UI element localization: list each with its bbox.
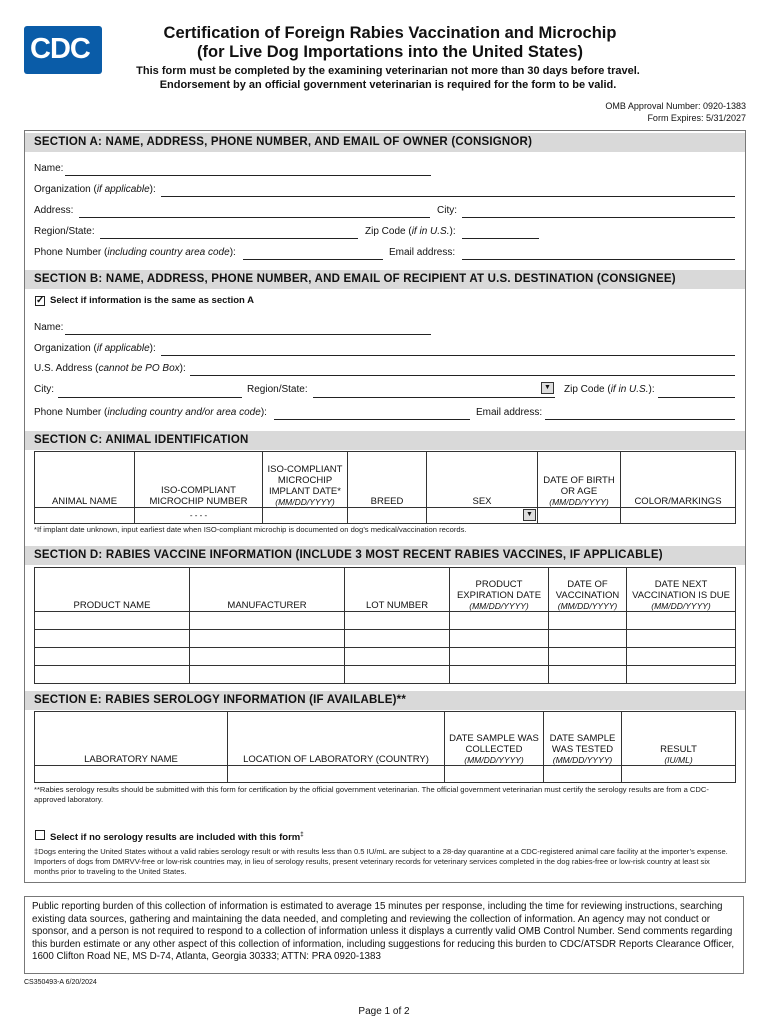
recipient-phone-label: Phone Number (including country and/or area code): <box>34 407 267 418</box>
owner-zip-field[interactable] <box>462 238 539 239</box>
section-d-header: SECTION D: RABIES VACCINE INFORMATION (INCLUDE 3 MOST RECENT RABIES VACCINES, IF APPLICABLE) <box>25 546 745 565</box>
serology-footnote: **Rabies serology results should be submitted with this form for certification by the official government veterinarian. The official government veterinarian must certify the serology results are from a CDC-approved laboratory. <box>34 785 709 804</box>
col-sex: SEX <box>427 452 538 508</box>
form-subtitle: This form must be completed by the examining veterinarian not more than 30 days before travel. Endorsement by an official government veterinarian is required for the form to be valid. <box>136 65 640 91</box>
animal-id-table <box>34 451 736 524</box>
same-as-a-checkbox[interactable]: ✓ <box>36 295 45 306</box>
owner-email-field[interactable] <box>462 259 735 260</box>
owner-email-label: Email address: <box>389 247 456 258</box>
implant-date-cell[interactable] <box>263 508 348 524</box>
col-implant-date: ISO-COMPLIANT MICROCHIP IMPLANT DATE* (MM/DD/YYYY) <box>263 452 348 508</box>
breed-cell[interactable] <box>348 508 427 524</box>
col-lab-location: LOCATION OF LABORATORY (COUNTRY) <box>228 712 445 766</box>
col-sample-collected: DATE SAMPLE WAS COLLECTED (MM/DD/YYYY) <box>445 712 544 766</box>
no-serology-checkbox[interactable] <box>35 830 45 840</box>
quarantine-note: ‡Dogs entering the United States without a valid rabies serology result or with results less than 0.5 IU/mL are subject to a 28-day quarantine at a CDC-registered animal care facility at the importer’s expense. Importers of dogs from DMRVV-free or low-risk countries may, in lieu of serology results, present veterinary records for veterinary services completed in the dog rabies-free or low-risk country at least six months prior to traveling to the United States. <box>34 847 728 876</box>
owner-region-field[interactable] <box>100 238 358 239</box>
recipient-org-label: Organization (if applicable): <box>34 343 156 354</box>
section-e-header: SECTION E: RABIES SEROLOGY INFORMATION (IF AVAILABLE)** <box>25 691 745 710</box>
serology-table <box>34 711 736 783</box>
animal-name-cell[interactable] <box>35 508 135 524</box>
sex-cell[interactable] <box>427 508 538 524</box>
no-serology-label: Select if no serology results are included with this form‡ <box>50 832 304 844</box>
recipient-address-label: U.S. Address (cannot be PO Box): <box>34 363 186 374</box>
col-sample-tested: DATE SAMPLE WAS TESTED (MM/DD/YYYY) <box>544 712 622 766</box>
table-row[interactable] <box>35 612 736 630</box>
dob-cell[interactable] <box>538 508 621 524</box>
cdc-logo: CDC <box>24 26 102 74</box>
owner-city-field[interactable] <box>462 217 735 218</box>
owner-name-label: Name: <box>34 163 64 174</box>
recipient-region-field[interactable] <box>313 397 555 398</box>
owner-name-field[interactable] <box>65 175 431 176</box>
owner-address-field[interactable] <box>79 217 430 218</box>
col-vaccination-date: DATE OF VACCINATION (MM/DD/YYYY) <box>549 568 627 612</box>
recipient-address-field[interactable] <box>190 375 735 376</box>
recipient-city-field[interactable] <box>58 397 242 398</box>
recipient-phone-field[interactable] <box>274 419 470 420</box>
table-row[interactable] <box>35 766 736 783</box>
col-result: RESULT (IU/ML) <box>622 712 736 766</box>
col-animal-name: ANIMAL NAME <box>35 452 135 508</box>
implant-footnote: *If implant date unknown, input earliest date when ISO-compliant microchip is documented on dog’s medical/vaccination records. <box>34 525 467 534</box>
owner-city-label: City: <box>437 205 457 216</box>
microchip-number-cell[interactable]: - - - - <box>135 508 263 524</box>
section-a-header: SECTION A: NAME, ADDRESS, PHONE NUMBER, AND EMAIL OF OWNER (CONSIGNOR) <box>25 133 745 152</box>
col-breed: BREED <box>348 452 427 508</box>
form-title: Certification of Foreign Rabies Vaccination and Microchip (for Live Dog Importations into the United States) <box>163 24 617 61</box>
recipient-email-field[interactable] <box>545 419 735 420</box>
section-c-header: SECTION C: ANIMAL IDENTIFICATION <box>25 431 745 450</box>
col-microchip-number: ISO-COMPLIANT MICROCHIP NUMBER <box>135 452 263 508</box>
color-cell[interactable] <box>621 508 736 524</box>
col-next-due: DATE NEXT VACCINATION IS DUE (MM/DD/YYYY) <box>627 568 736 612</box>
col-dob: DATE OF BIRTH OR AGE (MM/DD/YYYY) <box>538 452 621 508</box>
recipient-city-label: City: <box>34 384 54 395</box>
col-expiration: PRODUCT EXPIRATION DATE (MM/DD/YYYY) <box>450 568 549 612</box>
vaccine-table <box>34 567 736 684</box>
table-row[interactable] <box>35 648 736 666</box>
same-as-a-label: Select if information is the same as section A <box>50 295 254 306</box>
burden-statement: Public reporting burden of this collection of information is estimated to average 15 minutes per response, including the time for reviewing instructions, searching existing data sources, gathering and maintaining the data needed, and completing and reviewing the collection of information. An agency may not conduct or sponsor, and a person is not required to respond to a collection of information unless it displays a currently valid OMB Control Number. Send comments regarding this burden estimate or any other aspect of this collection of information, including suggestions for reducing this burden to CDC/ATSDR Reports Clearance Officer, 1600 Clifton Road NE, MS D-74, Atlanta, Georgia 30333; ATTN: PRA 0920-1383 <box>24 896 744 974</box>
region-dropdown-button[interactable]: ▼ <box>541 382 554 394</box>
owner-org-label: Organization (if applicable): <box>34 184 156 195</box>
recipient-name-label: Name: <box>34 322 64 333</box>
omb-info: OMB Approval Number: 0920-1383 Form Expires: 5/31/2027 <box>605 101 746 123</box>
table-row[interactable] <box>35 630 736 648</box>
recipient-email-label: Email address: <box>476 407 543 418</box>
recipient-zip-label: Zip Code (if in U.S.): <box>564 384 655 395</box>
col-product-name: PRODUCT NAME <box>35 568 190 612</box>
owner-org-field[interactable] <box>161 196 735 197</box>
recipient-name-field[interactable] <box>65 334 431 335</box>
recipient-org-field[interactable] <box>161 355 735 356</box>
owner-phone-label: Phone Number (including country area code): <box>34 247 236 258</box>
col-lot-number: LOT NUMBER <box>345 568 450 612</box>
table-row[interactable] <box>35 666 736 684</box>
recipient-zip-field[interactable] <box>658 397 735 398</box>
page-number: Page 1 of 2 <box>358 1006 410 1017</box>
owner-address-label: Address: <box>34 205 74 216</box>
owner-phone-field[interactable] <box>243 259 383 260</box>
owner-region-label: Region/State: <box>34 226 95 237</box>
form-body <box>24 130 746 883</box>
section-b-header: SECTION B: NAME, ADDRESS, PHONE NUMBER, AND EMAIL OF RECIPIENT AT U.S. DESTINATION (CONSIGNEE) <box>25 270 745 289</box>
form-id: CS350493-A 6/20/2024 <box>24 979 97 986</box>
sex-dropdown-button[interactable]: ▼ <box>523 509 536 521</box>
col-manufacturer: MANUFACTURER <box>190 568 345 612</box>
col-lab-name: LABORATORY NAME <box>35 712 228 766</box>
col-color: COLOR/MARKINGS <box>621 452 736 508</box>
owner-zip-label: Zip Code (if in U.S.): <box>365 226 456 237</box>
recipient-region-label: Region/State: <box>247 384 308 395</box>
